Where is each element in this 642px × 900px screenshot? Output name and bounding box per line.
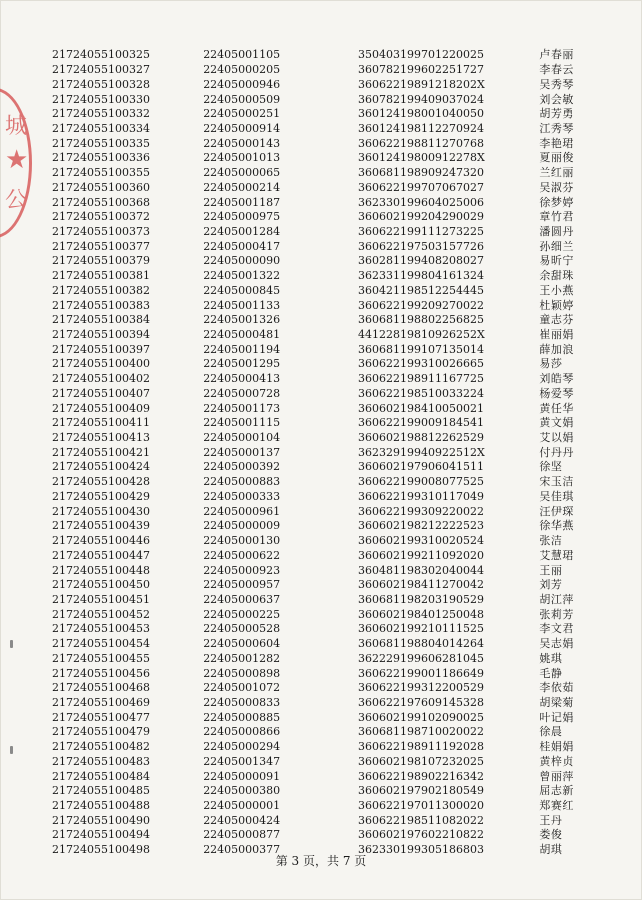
- exam-id-cell: 21724055100413: [52, 431, 150, 445]
- exam-id-cell: 21724055100332: [52, 107, 150, 121]
- id-card-cell: 360602199310020524: [358, 534, 484, 548]
- exam-id-cell: 21724055100424: [52, 460, 150, 474]
- registration-no-cell: 22405000883: [203, 475, 281, 489]
- table-row: [52, 48, 612, 63]
- registration-no-cell: 22405001173: [203, 401, 281, 415]
- table-row: [52, 180, 612, 195]
- table-row: [52, 828, 612, 843]
- registration-no-cell: 22405000417: [203, 239, 281, 253]
- table-row: [52, 490, 612, 505]
- id-card-cell: 360622198911167725: [358, 372, 484, 386]
- table-row: [52, 784, 612, 799]
- exam-id-cell: 21724055100455: [52, 651, 150, 665]
- exam-id-cell: 21724055100330: [52, 92, 150, 106]
- registration-no-cell: 22405000637: [203, 592, 281, 606]
- registration-no-cell: 22405000528: [203, 622, 281, 636]
- id-card-cell: 360622198902216342: [358, 769, 484, 783]
- registration-no-cell: 22405000214: [203, 180, 281, 194]
- seal-star: ★: [5, 145, 29, 175]
- exam-id-cell: 21724055100453: [52, 622, 150, 636]
- table-row: [52, 681, 612, 696]
- name-cell: 宋玉洁: [539, 475, 574, 489]
- registration-no-cell: 22405000251: [203, 107, 281, 121]
- registration-no-cell: 22405000225: [203, 607, 281, 621]
- exam-id-cell: 21724055100402: [52, 372, 150, 386]
- name-cell: 曾丽萍: [539, 769, 574, 783]
- id-card-cell: 44122819810926252X: [358, 328, 485, 342]
- name-cell: 刘会敏: [539, 92, 574, 106]
- name-cell: 徐晨: [539, 725, 563, 739]
- exam-id-cell: 21724055100477: [52, 710, 150, 724]
- name-cell: 吴淑芬: [539, 180, 574, 194]
- id-card-cell: 360622199312200529: [358, 681, 484, 695]
- table-row: [52, 166, 612, 181]
- registration-no-cell: 22405000957: [203, 578, 281, 592]
- name-cell: 刘皓琴: [539, 372, 574, 386]
- table-row: [52, 416, 612, 431]
- id-card-cell: 360602198212222523: [358, 519, 484, 533]
- exam-id-cell: 21724055100490: [52, 813, 150, 827]
- table-row: [52, 254, 612, 269]
- table-row: [52, 225, 612, 240]
- registration-no-cell: 22405001187: [203, 195, 281, 209]
- table-row: [52, 813, 612, 828]
- registration-no-cell: 22405000885: [203, 710, 281, 724]
- exam-id-cell: 21724055100483: [52, 754, 150, 768]
- name-cell: 吴志娟: [539, 637, 574, 651]
- table-row: [52, 696, 612, 711]
- exam-id-cell: 21724055100448: [52, 563, 150, 577]
- exam-id-cell: 21724055100439: [52, 519, 150, 533]
- name-cell: 李文君: [539, 622, 574, 636]
- registration-no-cell: 22405000392: [203, 460, 281, 474]
- exam-id-cell: 21724055100479: [52, 725, 150, 739]
- table-row: [52, 534, 612, 549]
- name-cell: 黄梓贞: [539, 754, 574, 768]
- id-card-cell: 360622197503157726: [358, 239, 484, 253]
- table-row: [52, 622, 612, 637]
- name-cell: 易莎: [539, 357, 563, 371]
- exam-id-cell: 21724055100446: [52, 534, 150, 548]
- exam-id-cell: 21724055100484: [52, 769, 150, 783]
- registration-no-cell: 22405000877: [203, 828, 281, 842]
- table-row: [52, 504, 612, 519]
- table-row: [52, 77, 612, 92]
- registration-no-cell: 22405000866: [203, 725, 281, 739]
- exam-id-cell: 21724055100372: [52, 210, 150, 224]
- registration-no-cell: 22405000509: [203, 92, 281, 106]
- registration-no-cell: 22405001072: [203, 681, 281, 695]
- name-cell: 王丹: [539, 813, 563, 827]
- name-cell: 孙细兰: [539, 239, 574, 253]
- exam-id-cell: 21724055100450: [52, 578, 150, 592]
- registration-no-cell: 22405001105: [203, 48, 281, 62]
- id-card-cell: 360124198001040050: [358, 107, 484, 121]
- id-card-cell: 360782199602251727: [358, 63, 484, 77]
- registration-no-cell: 22405000205: [203, 63, 281, 77]
- exam-id-cell: 21724055100355: [52, 166, 150, 180]
- table-row: [52, 755, 612, 770]
- id-card-cell: 360622198510033224: [358, 386, 484, 400]
- table-row: [52, 269, 612, 284]
- exam-id-cell: 21724055100411: [52, 416, 150, 430]
- exam-id-cell: 21724055100409: [52, 401, 150, 415]
- id-card-cell: 360602199211092020: [358, 548, 484, 562]
- registration-no-cell: 22405000975: [203, 210, 281, 224]
- roster-body: [52, 48, 612, 858]
- exam-id-cell: 21724055100429: [52, 489, 150, 503]
- registration-no-cell: 22405000481: [203, 328, 281, 342]
- table-row: [52, 313, 612, 328]
- id-card-cell: 360421198512254445: [358, 283, 484, 297]
- exam-id-cell: 21724055100397: [52, 342, 150, 356]
- id-card-cell: 360602199102090025: [358, 710, 484, 724]
- exam-id-cell: 21724055100368: [52, 195, 150, 209]
- name-cell: 姚琪: [539, 651, 563, 665]
- registration-no-cell: 22405000424: [203, 813, 281, 827]
- name-cell: 屈志新: [539, 784, 574, 798]
- table-row: [52, 475, 612, 490]
- id-card-cell: 360622198511082022: [358, 813, 484, 827]
- table-row: [52, 122, 612, 137]
- name-cell: 徐坚: [539, 460, 563, 474]
- id-card-cell: 360622199008077525: [358, 475, 484, 489]
- exam-id-cell: 21724055100327: [52, 63, 150, 77]
- table-row: [52, 637, 612, 652]
- exam-id-cell: 21724055100452: [52, 607, 150, 621]
- id-card-cell: 360622197609145328: [358, 695, 484, 709]
- exam-id-cell: 21724055100430: [52, 504, 150, 518]
- registration-no-cell: 22405001322: [203, 269, 281, 283]
- name-cell: 汪伊琛: [539, 504, 574, 518]
- name-cell: 吴佳琪: [539, 489, 574, 503]
- id-card-cell: 360622199309220022: [358, 504, 484, 518]
- registration-no-cell: 22405000143: [203, 136, 281, 150]
- name-cell: 胡芳勇: [539, 107, 574, 121]
- table-row: [52, 401, 612, 416]
- id-card-cell: 360622199310026665: [358, 357, 484, 371]
- id-card-cell: 360602198812262529: [358, 431, 484, 445]
- name-cell: 吴秀琴: [539, 77, 574, 91]
- registration-no-cell: 22405000137: [203, 445, 281, 459]
- name-cell: 徐华燕: [539, 519, 574, 533]
- registration-no-cell: 22405000065: [203, 166, 281, 180]
- name-cell: 江秀琴: [539, 121, 574, 135]
- registration-no-cell: 22405000413: [203, 372, 281, 386]
- exam-id-cell: 21724055100379: [52, 254, 150, 268]
- id-card-cell: 360622198811270768: [358, 136, 484, 150]
- name-cell: 王丽: [539, 563, 563, 577]
- name-cell: 张莉芳: [539, 607, 574, 621]
- table-row: [52, 651, 612, 666]
- id-card-cell: 360782199409037024: [358, 92, 484, 106]
- name-cell: 叶记娟: [539, 710, 574, 724]
- exam-id-cell: 21724055100377: [52, 239, 150, 253]
- id-card-cell: 360602199210111525: [358, 622, 484, 636]
- table-row: [52, 593, 612, 608]
- exam-id-cell: 21724055100421: [52, 445, 150, 459]
- id-card-cell: 362330199305186803: [358, 843, 484, 857]
- name-cell: 黄任华: [539, 401, 574, 415]
- table-row: [52, 548, 612, 563]
- id-card-cell: 360602197906041511: [358, 460, 484, 474]
- id-card-cell: 360622199001186649: [358, 666, 484, 680]
- id-card-cell: 36232919940922512X: [358, 445, 485, 459]
- name-cell: 李艳珺: [539, 136, 574, 150]
- registration-no-cell: 22405001013: [203, 151, 281, 165]
- table-row: [52, 239, 612, 254]
- registration-no-cell: 22405000091: [203, 769, 281, 783]
- id-card-cell: 362229199606281045: [358, 651, 484, 665]
- registration-no-cell: 22405000728: [203, 386, 281, 400]
- registration-no-cell: 22405000104: [203, 431, 281, 445]
- id-card-cell: 360124198112270924: [358, 121, 484, 135]
- name-cell: 黄文娟: [539, 416, 574, 430]
- name-cell: 艾慧珺: [539, 548, 574, 562]
- name-cell: 刘芳: [539, 578, 563, 592]
- table-row: [52, 519, 612, 534]
- name-cell: 杜颖婷: [539, 298, 574, 312]
- table-row: [52, 151, 612, 166]
- table-row: [52, 769, 612, 784]
- table-row: [52, 445, 612, 460]
- exam-id-cell: 21724055100454: [52, 637, 150, 651]
- name-cell: 胡梁菊: [539, 695, 574, 709]
- exam-id-cell: 21724055100400: [52, 357, 150, 371]
- table-row: [52, 666, 612, 681]
- exam-id-cell: 21724055100469: [52, 695, 150, 709]
- table-row: [52, 342, 612, 357]
- seal-char-2: 公: [5, 188, 28, 213]
- registration-no-cell: 22405000961: [203, 504, 281, 518]
- exam-id-cell: 21724055100451: [52, 592, 150, 606]
- registration-no-cell: 22405000009: [203, 519, 281, 533]
- name-cell: 桂娟娟: [539, 740, 574, 754]
- table-row: [52, 210, 612, 225]
- name-cell: 易昕宁: [539, 254, 574, 268]
- table-row: [52, 710, 612, 725]
- registration-no-cell: 22405000833: [203, 695, 281, 709]
- table-row: [52, 357, 612, 372]
- table-row: [52, 107, 612, 122]
- table-row: [52, 387, 612, 402]
- table-row: [52, 431, 612, 446]
- exam-id-cell: 21724055100383: [52, 298, 150, 312]
- exam-id-cell: 21724055100373: [52, 224, 150, 238]
- id-card-cell: 360602198107232025: [358, 754, 484, 768]
- name-cell: 张洁: [539, 534, 563, 548]
- id-card-cell: 362330199604025006: [358, 195, 484, 209]
- registration-no-cell: 22405000333: [203, 489, 281, 503]
- exam-id-cell: 21724055100482: [52, 740, 150, 754]
- exam-id-cell: 21724055100407: [52, 386, 150, 400]
- table-row: [52, 460, 612, 475]
- name-cell: 王小燕: [539, 283, 574, 297]
- table-row: [52, 63, 612, 78]
- id-card-cell: 360622199209270022: [358, 298, 484, 312]
- registration-no-cell: 22405000946: [203, 77, 281, 91]
- exam-id-cell: 21724055100468: [52, 681, 150, 695]
- registration-no-cell: 22405001133: [203, 298, 281, 312]
- exam-id-cell: 21724055100360: [52, 180, 150, 194]
- id-card-cell: 360681198802256825: [358, 313, 484, 327]
- exam-id-cell: 21724055100456: [52, 666, 150, 680]
- exam-id-cell: 21724055100394: [52, 328, 150, 342]
- table-row: [52, 563, 612, 578]
- exam-id-cell: 21724055100384: [52, 313, 150, 327]
- table-row: [52, 607, 612, 622]
- exam-id-cell: 21724055100381: [52, 269, 150, 283]
- roster-table: [52, 48, 612, 858]
- table-row: [52, 298, 612, 313]
- name-cell: 徐梦婷: [539, 195, 574, 209]
- name-cell: 兰红丽: [539, 166, 574, 180]
- registration-no-cell: 22405000001: [203, 799, 281, 813]
- id-card-cell: 36012419800912278X: [358, 151, 485, 165]
- exam-id-cell: 21724055100498: [52, 843, 150, 857]
- id-card-cell: 360681199107135014: [358, 342, 484, 356]
- id-card-cell: 360622199111273225: [358, 224, 484, 238]
- registration-no-cell: 22405001295: [203, 357, 281, 371]
- exam-id-cell: 21724055100494: [52, 828, 150, 842]
- exam-id-cell: 21724055100334: [52, 121, 150, 135]
- table-row: [52, 372, 612, 387]
- page-number-footer: 第 3 页，共 7 页: [275, 854, 367, 868]
- name-cell: 童志芬: [539, 313, 574, 327]
- id-card-cell: 360622199009184541: [358, 416, 484, 430]
- table-row: [52, 799, 612, 814]
- name-cell: 卢春丽: [539, 48, 574, 62]
- id-card-cell: 360622198911192028: [358, 740, 484, 754]
- exam-id-cell: 21724055100328: [52, 77, 150, 91]
- table-row: [52, 578, 612, 593]
- id-card-cell: 360681198710020022: [358, 725, 484, 739]
- id-card-cell: 360681198804014264: [358, 637, 484, 651]
- id-card-cell: 350403199701220025: [358, 48, 484, 62]
- exam-id-cell: 21724055100485: [52, 784, 150, 798]
- registration-no-cell: 22405001326: [203, 313, 281, 327]
- table-row: [52, 92, 612, 107]
- name-cell: 李春云: [539, 63, 574, 77]
- exam-id-cell: 21724055100428: [52, 475, 150, 489]
- registration-no-cell: 22405001347: [203, 754, 281, 768]
- registration-no-cell: 22405001194: [203, 342, 281, 356]
- name-cell: 郑赛红: [539, 799, 574, 813]
- registration-no-cell: 22405000130: [203, 534, 281, 548]
- id-card-cell: 360681198203190529: [358, 592, 484, 606]
- id-card-cell: 360602199204290029: [358, 210, 484, 224]
- id-card-cell: 360602198401250048: [358, 607, 484, 621]
- id-card-cell: 360602197602210822: [358, 828, 484, 842]
- exam-id-cell: 21724055100488: [52, 799, 150, 813]
- name-cell: 艾以娟: [539, 431, 574, 445]
- name-cell: 杨爱琴: [539, 386, 574, 400]
- name-cell: 章竹君: [539, 210, 574, 224]
- name-cell: 潘圆丹: [539, 224, 574, 238]
- table-row: [52, 328, 612, 343]
- table-row: [52, 284, 612, 299]
- name-cell: 胡琪: [539, 843, 563, 857]
- table-row: [52, 740, 612, 755]
- registration-no-cell: 22405000377: [203, 843, 281, 857]
- exam-id-cell: 21724055100336: [52, 151, 150, 165]
- table-row: [52, 195, 612, 210]
- name-cell: 余甜珠: [539, 269, 574, 283]
- registration-no-cell: 22405000845: [203, 283, 281, 297]
- id-card-cell: 36062219891218202X: [358, 77, 485, 91]
- id-card-cell: 360602197902180549: [358, 784, 484, 798]
- table-row: [52, 725, 612, 740]
- margin-mark: [10, 746, 13, 754]
- name-cell: 薛加浪: [539, 342, 574, 356]
- registration-no-cell: 22405000914: [203, 121, 281, 135]
- registration-no-cell: 22405000090: [203, 254, 281, 268]
- name-cell: 毛静: [539, 666, 563, 680]
- id-card-cell: 360622199310117049: [358, 489, 484, 503]
- id-card-cell: 360622197011300020: [358, 799, 484, 813]
- registration-no-cell: 22405000923: [203, 563, 281, 577]
- registration-no-cell: 22405000294: [203, 740, 281, 754]
- name-cell: 夏丽俊: [539, 151, 574, 165]
- registration-no-cell: 22405001282: [203, 651, 281, 665]
- seal-char-1: 城: [5, 114, 28, 139]
- id-card-cell: 360681198909247320: [358, 166, 484, 180]
- registration-no-cell: 22405000898: [203, 666, 281, 680]
- id-card-cell: 360481198302040044: [358, 563, 484, 577]
- exam-id-cell: 21724055100325: [52, 48, 150, 62]
- registration-no-cell: 22405000622: [203, 548, 281, 562]
- id-card-cell: 360602198410050021: [358, 401, 484, 415]
- registration-no-cell: 22405000380: [203, 784, 281, 798]
- name-cell: 娄俊: [539, 828, 563, 842]
- name-cell: 崔丽娟: [539, 328, 574, 342]
- id-card-cell: 360602198411270042: [358, 578, 484, 592]
- exam-id-cell: 21724055100447: [52, 548, 150, 562]
- name-cell: 胡江萍: [539, 592, 574, 606]
- name-cell: 付丹丹: [539, 445, 574, 459]
- table-row: [52, 136, 612, 151]
- registration-no-cell: 22405001115: [203, 416, 281, 430]
- exam-id-cell: 21724055100382: [52, 283, 150, 297]
- exam-id-cell: 21724055100335: [52, 136, 150, 150]
- name-cell: 李依茹: [539, 681, 574, 695]
- margin-mark: [10, 640, 13, 648]
- id-card-cell: 360622199707067027: [358, 180, 484, 194]
- registration-no-cell: 22405000604: [203, 637, 281, 651]
- id-card-cell: 362331199804161324: [358, 269, 484, 283]
- id-card-cell: 360281199408208027: [358, 254, 484, 268]
- registration-no-cell: 22405001284: [203, 224, 281, 238]
